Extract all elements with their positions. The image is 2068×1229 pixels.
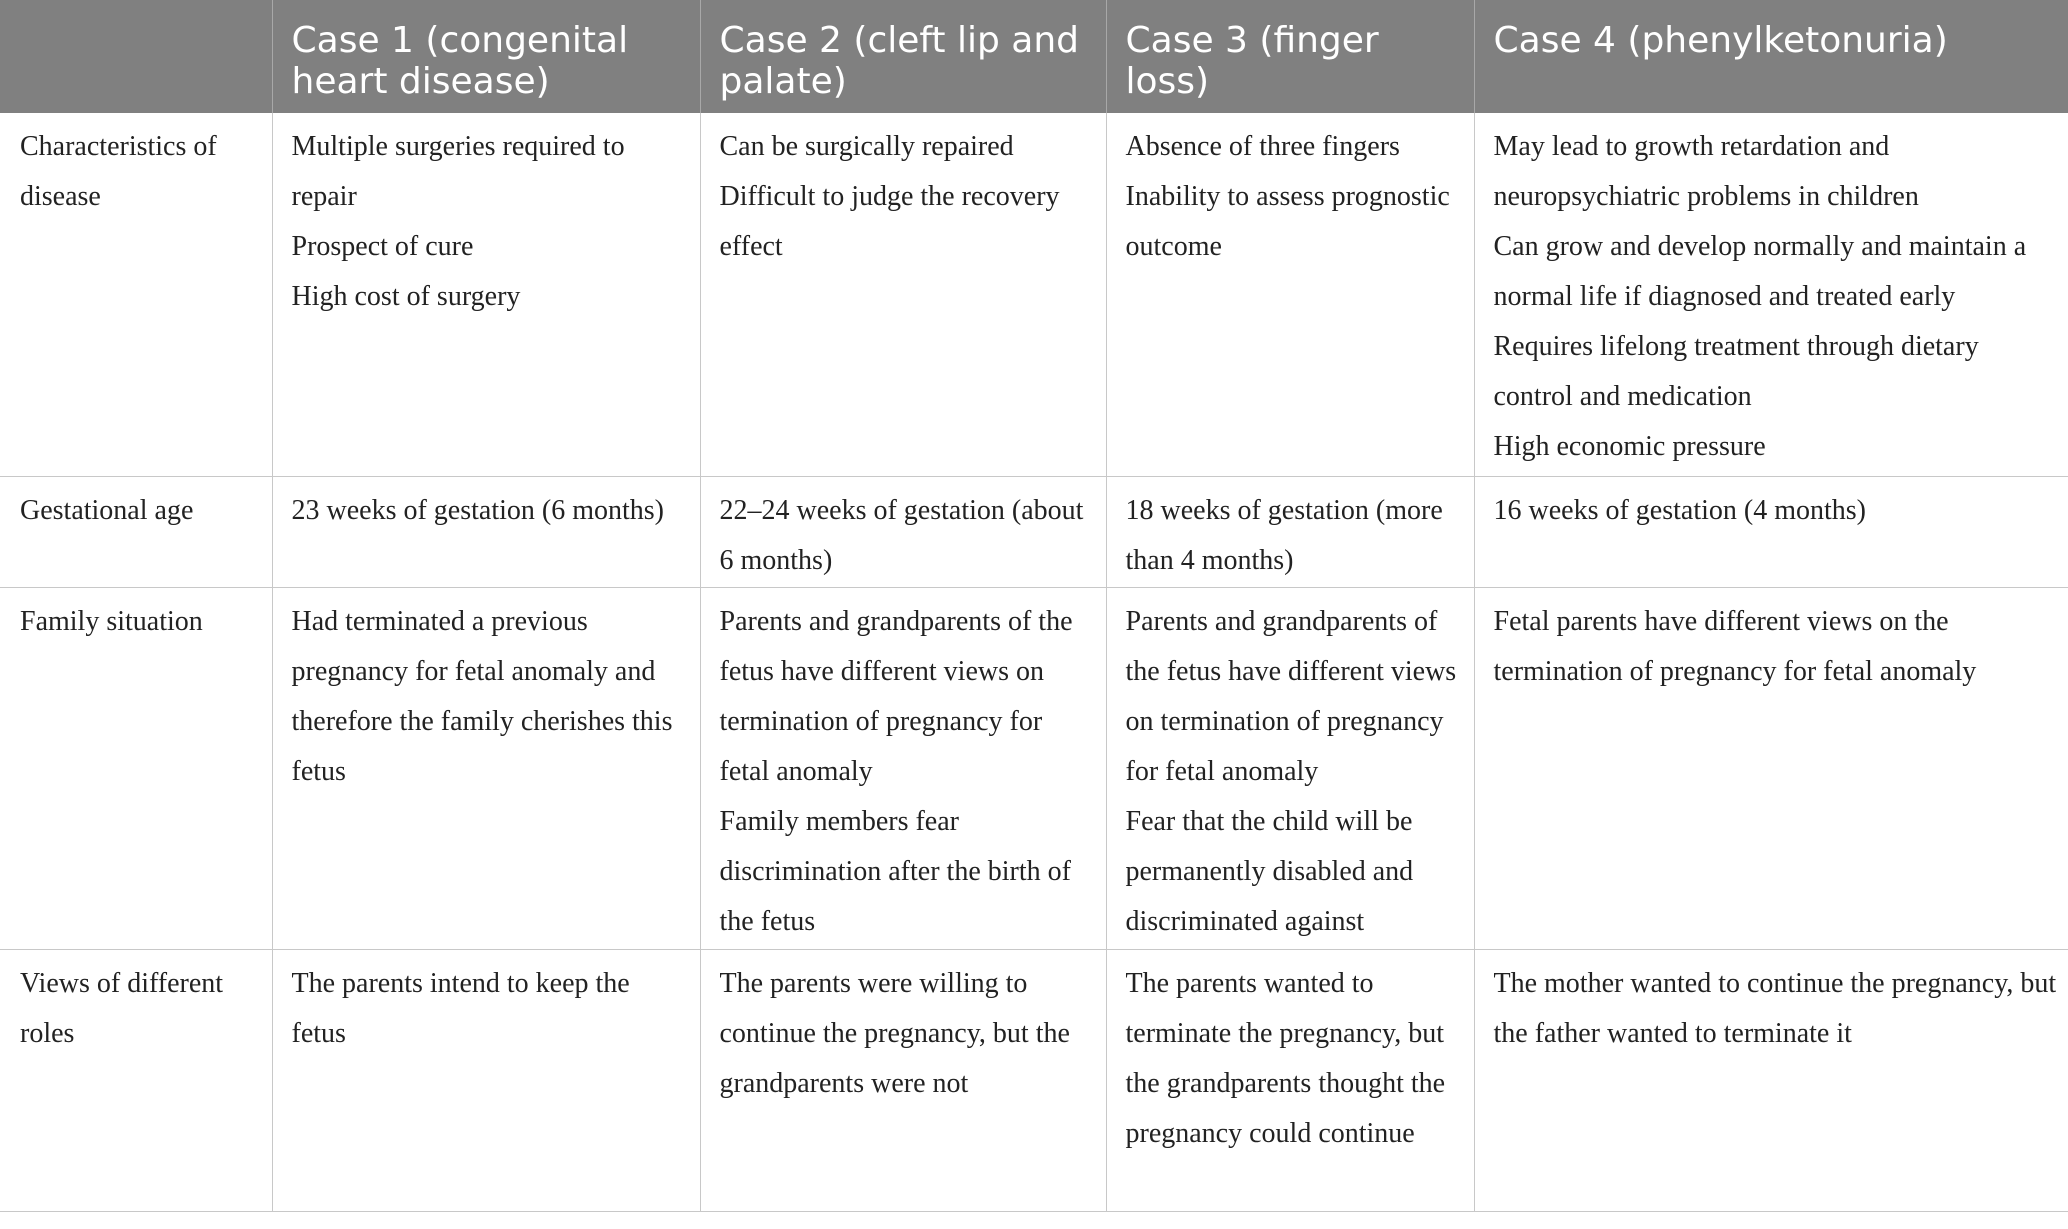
header-case-4: Case 4 (phenylketonuria)	[1474, 0, 2068, 113]
table-cell	[272, 476, 700, 587]
cell-line: Requires lifelong treatment through dietary control and medication	[1493, 331, 1979, 412]
cell-line: Multiple surgeries required to repair	[291, 131, 625, 212]
table-cell	[1106, 113, 1474, 476]
cell-line: High economic pressure	[1493, 431, 1766, 462]
cell-line: The parents intend to keep the fetus	[291, 967, 630, 1049]
cell-line: Parents and grandparents of the fetus have different views on termination of pregnancy for fetal anomaly	[1125, 605, 1457, 787]
cell-line: Family members fear discrimination after the birth of the fetus	[719, 805, 1071, 937]
table-cell	[272, 587, 700, 949]
table-row-family-situation	[0, 587, 2068, 949]
row-label: Family situation	[0, 587, 272, 949]
cell-line: 22–24 weeks of gestation (about 6 months)	[719, 494, 1084, 576]
cell-line: The parents wanted to terminate the pregnancy, but the grandparents thought the pregnancy could continue	[1125, 967, 1446, 1149]
cell-line: Can grow and develop normally and maintain a normal life if diagnosed and treated early	[1493, 231, 2027, 312]
header-row	[0, 0, 2068, 113]
cell-line: Difficult to judge the recovery effect	[719, 181, 1060, 262]
cell-line: High cost of surgery	[291, 281, 521, 312]
header-case-1: Case 1 (congenital heart disease)	[272, 0, 700, 113]
table-cell	[1474, 476, 2068, 587]
table-row-views	[0, 949, 2068, 1211]
table-cell	[1474, 949, 2068, 1211]
header-row-label-column	[0, 0, 272, 113]
header-case-3: Case 3 (finger loss)	[1106, 0, 1474, 113]
cell-line: Can be surgically repaired	[719, 131, 1014, 162]
cell-line: Parents and grandparents of the fetus have different views on termination of pregnancy for fetal anomaly	[719, 605, 1073, 787]
cell-line: Had terminated a previous pregnancy for fetal anomaly and therefore the family cherishes this fetus	[291, 605, 673, 787]
table-cell	[1474, 587, 2068, 949]
table-cell	[700, 113, 1106, 476]
cell-line: Absence of three fingers	[1125, 131, 1400, 162]
cell-line: The parents were willing to continue the pregnancy, but the grandparents were not	[719, 967, 1070, 1099]
table-cell	[272, 949, 700, 1211]
cell-line: Fear that the child will be permanently disabled and discriminated against	[1125, 805, 1414, 937]
table-cell	[700, 949, 1106, 1211]
row-label: Views of different roles	[0, 949, 272, 1211]
cell-line: 23 weeks of gestation (6 months)	[291, 494, 664, 526]
table-cell	[1106, 476, 1474, 587]
table-row-gestational-age	[0, 476, 2068, 587]
cell-line: Prospect of cure	[291, 231, 474, 262]
table-cell	[1106, 587, 1474, 949]
cell-line: The mother wanted to continue the pregnancy, but the father wanted to terminate it	[1493, 967, 2057, 1049]
header-case-2: Case 2 (cleft lip and palate)	[700, 0, 1106, 113]
cell-line: Fetal parents have different views on the termination of pregnancy for fetal anomaly	[1493, 605, 1977, 687]
table-cell	[1106, 949, 1474, 1211]
cell-line: May lead to growth retardation and neuropsychiatric problems in children	[1493, 131, 1919, 212]
row-label: Characteristics of disease	[0, 113, 272, 476]
table-cell	[272, 113, 700, 476]
row-label: Gestational age	[0, 476, 272, 587]
table-cell	[700, 587, 1106, 949]
cell-line: 16 weeks of gestation (4 months)	[1493, 494, 1866, 526]
cell-line: 18 weeks of gestation (more than 4 months)	[1125, 494, 1443, 576]
table-cell	[700, 476, 1106, 587]
table-cell	[1474, 113, 2068, 476]
cell-line: Inability to assess prognostic outcome	[1125, 181, 1450, 262]
table-row-characteristics	[0, 113, 2068, 476]
